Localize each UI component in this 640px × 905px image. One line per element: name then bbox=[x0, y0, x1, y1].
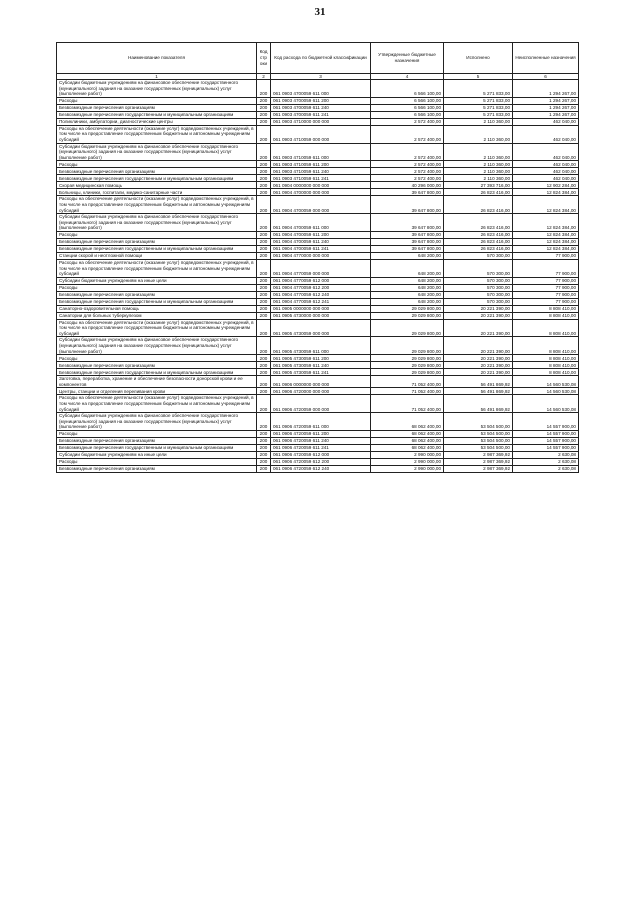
row-budget-code-cell: 061 0904 4770059 612 200 bbox=[271, 284, 371, 291]
row-budget-code-cell: 061 0904 0000000 000 000 bbox=[271, 182, 371, 189]
row-budget-code-cell: 061 0903 4700059 611 200 bbox=[271, 97, 371, 104]
row-name-cell: Безвозмездные перечисления организациям bbox=[57, 466, 257, 473]
table-row bbox=[57, 298, 579, 305]
row-budget-code-cell: 061 0903 4700059 611 241 bbox=[271, 111, 371, 118]
row-name-cell: Безвозмездные перечисления государственным и муниципальным организациям bbox=[57, 445, 257, 452]
row-budget-code-cell: 061 0903 4700059 611 000 bbox=[271, 80, 371, 98]
row-approved-cell: 2 572 400,00 bbox=[371, 118, 444, 125]
row-unexecuted-cell: 8 808 410,00 bbox=[513, 355, 579, 362]
row-unexecuted-cell: 8 808 410,00 bbox=[513, 369, 579, 376]
row-approved-cell: 2 572 400,00 bbox=[371, 143, 444, 161]
row-line-code-cell: 200 bbox=[257, 337, 271, 355]
row-name-cell: Центры, станции и отделения переливания крови bbox=[57, 388, 257, 395]
row-unexecuted-cell: 462 040,00 bbox=[513, 161, 579, 168]
row-approved-cell: 648 200,00 bbox=[371, 277, 444, 284]
row-name-cell: Безвозмездные перечисления организациям bbox=[57, 438, 257, 445]
row-budget-code-cell: 061 0905 4730059 611 241 bbox=[271, 369, 371, 376]
row-approved-cell: 2 572 400,00 bbox=[371, 168, 444, 175]
table-row bbox=[57, 312, 579, 319]
row-approved-cell: 71 052 400,00 bbox=[371, 376, 444, 388]
row-name-cell: Расходы bbox=[57, 161, 257, 168]
row-line-code-cell: 200 bbox=[257, 466, 271, 473]
row-executed-cell: 56 491 869,92 bbox=[444, 388, 513, 395]
table-row bbox=[57, 438, 579, 445]
table-row bbox=[57, 214, 579, 232]
row-line-code-cell: 200 bbox=[257, 445, 271, 452]
row-executed-cell: 570 300,00 bbox=[444, 298, 513, 305]
row-approved-cell: 29 029 800,00 bbox=[371, 337, 444, 355]
row-line-code-cell: 200 bbox=[257, 298, 271, 305]
row-budget-code-cell: 061 0904 4700059 611 241 bbox=[271, 245, 371, 252]
table-row bbox=[57, 245, 579, 252]
row-executed-cell: 26 823 416,00 bbox=[444, 238, 513, 245]
row-unexecuted-cell: 1 294 267,00 bbox=[513, 111, 579, 118]
row-approved-cell: 39 647 800,00 bbox=[371, 245, 444, 252]
row-approved-cell: 6 566 100,00 bbox=[371, 80, 444, 98]
row-unexecuted-cell: 12 824 384,00 bbox=[513, 214, 579, 232]
table-row bbox=[57, 168, 579, 175]
table-row bbox=[57, 413, 579, 431]
row-line-code-cell: 200 bbox=[257, 80, 271, 98]
row-budget-code-cell: 061 0905 4730000 000 000 bbox=[271, 312, 371, 319]
column-number: 2 bbox=[257, 74, 271, 80]
row-executed-cell: 20 221 390,00 bbox=[444, 337, 513, 355]
table-row bbox=[57, 259, 579, 277]
row-approved-cell: 68 062 400,00 bbox=[371, 413, 444, 431]
row-line-code-cell: 200 bbox=[257, 388, 271, 395]
table-row bbox=[57, 189, 579, 196]
row-approved-cell: 71 052 400,00 bbox=[371, 388, 444, 395]
row-unexecuted-cell: 14 560 530,08 bbox=[513, 395, 579, 413]
row-unexecuted-cell: 8 808 410,00 bbox=[513, 337, 579, 355]
row-name-cell: Субсидии бюджетным учреждениям на иные цели bbox=[57, 452, 257, 459]
table-row bbox=[57, 182, 579, 189]
row-budget-code-cell: 061 0903 4710059 000 000 bbox=[271, 125, 371, 143]
row-line-code-cell: 200 bbox=[257, 284, 271, 291]
row-executed-cell: 20 221 390,00 bbox=[444, 362, 513, 369]
row-line-code-cell: 200 bbox=[257, 175, 271, 182]
header-approved: Утвержденные бюджетные назначения bbox=[371, 43, 444, 74]
row-name-cell: Безвозмездные перечисления организациям bbox=[57, 238, 257, 245]
row-budget-code-cell: 061 0904 4770000 000 000 bbox=[271, 252, 371, 259]
row-executed-cell: 2 987 369,92 bbox=[444, 459, 513, 466]
row-unexecuted-cell: 14 560 530,08 bbox=[513, 376, 579, 388]
row-executed-cell: 56 491 869,92 bbox=[444, 376, 513, 388]
row-unexecuted-cell: 12 824 384,00 bbox=[513, 196, 579, 214]
row-executed-cell: 56 491 869,92 bbox=[444, 395, 513, 413]
column-number: 6 bbox=[513, 74, 579, 80]
page-number: 31 bbox=[314, 6, 326, 18]
row-executed-cell: 53 504 500,00 bbox=[444, 445, 513, 452]
table-row bbox=[57, 252, 579, 259]
row-executed-cell: 20 221 390,00 bbox=[444, 319, 513, 337]
row-approved-cell: 2 572 400,00 bbox=[371, 175, 444, 182]
row-unexecuted-cell: 12 824 384,00 bbox=[513, 245, 579, 252]
row-budget-code-cell: 061 0904 4770059 612 240 bbox=[271, 291, 371, 298]
row-approved-cell: 2 990 000,00 bbox=[371, 452, 444, 459]
row-unexecuted-cell: 8 808 410,00 bbox=[513, 312, 579, 319]
row-budget-code-cell: 061 0903 4710000 000 000 bbox=[271, 118, 371, 125]
row-budget-code-cell: 061 0904 4770059 612 000 bbox=[271, 277, 371, 284]
row-unexecuted-cell: 12 824 384,00 bbox=[513, 231, 579, 238]
row-executed-cell: 26 823 416,00 bbox=[444, 189, 513, 196]
row-unexecuted-cell: 2 630,08 bbox=[513, 466, 579, 473]
row-budget-code-cell: 061 0903 4710059 611 200 bbox=[271, 161, 371, 168]
row-executed-cell: 53 504 500,00 bbox=[444, 413, 513, 431]
row-approved-cell: 68 062 400,00 bbox=[371, 431, 444, 438]
row-unexecuted-cell: 462 040,00 bbox=[513, 143, 579, 161]
row-budget-code-cell: 061 0906 4720059 612 240 bbox=[271, 466, 371, 473]
row-name-cell: Расходы bbox=[57, 97, 257, 104]
row-name-cell: Безвозмездные перечисления организациям bbox=[57, 362, 257, 369]
row-executed-cell: 26 823 416,00 bbox=[444, 231, 513, 238]
table-row bbox=[57, 161, 579, 168]
row-name-cell: Субсидии бюджетным учреждениям на финансовое обеспечение государственного (муниципального) задания на оказание государственных (муниципальных) услуг (выполнение работ) bbox=[57, 143, 257, 161]
row-unexecuted-cell: 14 560 530,08 bbox=[513, 388, 579, 395]
row-budget-code-cell: 061 0904 4700059 000 000 bbox=[271, 196, 371, 214]
row-executed-cell: 2 110 360,00 bbox=[444, 175, 513, 182]
table-row bbox=[57, 196, 579, 214]
table-row bbox=[57, 445, 579, 452]
row-approved-cell: 39 647 800,00 bbox=[371, 196, 444, 214]
row-unexecuted-cell: 14 557 900,00 bbox=[513, 438, 579, 445]
row-name-cell: Безвозмездные перечисления государственным и муниципальным организациям bbox=[57, 175, 257, 182]
row-approved-cell: 71 052 400,00 bbox=[371, 395, 444, 413]
row-line-code-cell: 200 bbox=[257, 355, 271, 362]
row-name-cell: Расходы на обеспечение деятельности (оказание услуг) подведомственных учреждений, в том числе на предоставление государственным бюджетным и автономным учреждениям субсидий bbox=[57, 196, 257, 214]
row-budget-code-cell: 061 0906 4720059 611 241 bbox=[271, 445, 371, 452]
row-line-code-cell: 200 bbox=[257, 312, 271, 319]
row-budget-code-cell: 061 0906 4720059 612 000 bbox=[271, 452, 371, 459]
table-row bbox=[57, 80, 579, 98]
row-approved-cell: 2 572 400,00 bbox=[371, 125, 444, 143]
row-name-cell: Расходы на обеспечение деятельности (оказание услуг) подведомственных учреждений, в том числе на предоставление государственным бюджетным и автономным учреждениям субсидий bbox=[57, 395, 257, 413]
row-executed-cell: 2 110 360,00 bbox=[444, 118, 513, 125]
row-line-code-cell: 200 bbox=[257, 182, 271, 189]
row-name-cell: Расходы bbox=[57, 231, 257, 238]
row-executed-cell: 2 987 369,92 bbox=[444, 466, 513, 473]
header-budget-code: Код расхода по бюджетной классификации bbox=[271, 43, 371, 74]
row-name-cell: Безвозмездные перечисления организациям bbox=[57, 168, 257, 175]
row-approved-cell: 648 200,00 bbox=[371, 298, 444, 305]
row-name-cell: Субсидии бюджетным учреждениям на финансовое обеспечение государственного (муниципального) задания на оказание государственных (муниципальных) услуг (выполнение работ) bbox=[57, 413, 257, 431]
row-line-code-cell: 200 bbox=[257, 319, 271, 337]
row-unexecuted-cell: 77 900,00 bbox=[513, 284, 579, 291]
row-budget-code-cell: 061 0905 4730059 611 200 bbox=[271, 355, 371, 362]
row-budget-code-cell: 061 0904 4700059 611 200 bbox=[271, 231, 371, 238]
row-name-cell: Безвозмездные перечисления государственным и муниципальным организациям bbox=[57, 369, 257, 376]
row-budget-code-cell: 061 0903 4710059 611 240 bbox=[271, 168, 371, 175]
table-row bbox=[57, 431, 579, 438]
row-budget-code-cell: 061 0906 4720059 611 240 bbox=[271, 438, 371, 445]
row-executed-cell: 5 271 833,00 bbox=[444, 80, 513, 98]
row-unexecuted-cell: 14 557 900,00 bbox=[513, 445, 579, 452]
row-executed-cell: 570 300,00 bbox=[444, 284, 513, 291]
table-row bbox=[57, 291, 579, 298]
row-name-cell: Субсидии бюджетным учреждениям на иные цели bbox=[57, 277, 257, 284]
row-line-code-cell: 200 bbox=[257, 189, 271, 196]
table-body bbox=[57, 80, 579, 473]
row-unexecuted-cell: 1 294 267,00 bbox=[513, 97, 579, 104]
row-executed-cell: 2 110 360,00 bbox=[444, 125, 513, 143]
row-name-cell: Безвозмездные перечисления государственным и муниципальным организациям bbox=[57, 298, 257, 305]
row-executed-cell: 2 110 360,00 bbox=[444, 168, 513, 175]
row-approved-cell: 29 029 800,00 bbox=[371, 305, 444, 312]
row-executed-cell: 20 221 390,00 bbox=[444, 355, 513, 362]
row-approved-cell: 6 566 100,00 bbox=[371, 97, 444, 104]
table-row bbox=[57, 118, 579, 125]
row-approved-cell: 39 647 800,00 bbox=[371, 189, 444, 196]
row-line-code-cell: 200 bbox=[257, 459, 271, 466]
row-line-code-cell: 200 bbox=[257, 395, 271, 413]
row-executed-cell: 53 504 500,00 bbox=[444, 431, 513, 438]
table-row bbox=[57, 369, 579, 376]
row-line-code-cell: 200 bbox=[257, 168, 271, 175]
row-budget-code-cell: 061 0906 0000000 000 000 bbox=[271, 376, 371, 388]
row-approved-cell: 68 062 400,00 bbox=[371, 445, 444, 452]
row-unexecuted-cell: 14 557 900,00 bbox=[513, 413, 579, 431]
table-header bbox=[57, 43, 579, 80]
row-line-code-cell: 200 bbox=[257, 104, 271, 111]
row-budget-code-cell: 061 0903 4700059 611 240 bbox=[271, 104, 371, 111]
row-approved-cell: 648 200,00 bbox=[371, 291, 444, 298]
row-budget-code-cell: 061 0904 4770059 000 000 bbox=[271, 259, 371, 277]
row-line-code-cell: 200 bbox=[257, 362, 271, 369]
row-executed-cell: 5 271 833,00 bbox=[444, 104, 513, 111]
row-name-cell: Расходы bbox=[57, 431, 257, 438]
row-name-cell: Расходы bbox=[57, 284, 257, 291]
table-row bbox=[57, 362, 579, 369]
row-unexecuted-cell: 8 808 410,00 bbox=[513, 305, 579, 312]
row-approved-cell: 29 029 800,00 bbox=[371, 355, 444, 362]
row-name-cell: Безвозмездные перечисления организациям bbox=[57, 291, 257, 298]
row-line-code-cell: 200 bbox=[257, 238, 271, 245]
row-executed-cell: 2 987 369,92 bbox=[444, 452, 513, 459]
row-approved-cell: 39 647 800,00 bbox=[371, 231, 444, 238]
row-executed-cell: 27 393 716,00 bbox=[444, 182, 513, 189]
row-name-cell: Расходы bbox=[57, 355, 257, 362]
row-name-cell: Субсидии бюджетным учреждениям на финансовое обеспечение государственного (муниципального) задания на оказание государственных (муниципальных) услуг (выполнение работ) bbox=[57, 80, 257, 98]
row-line-code-cell: 200 bbox=[257, 125, 271, 143]
row-unexecuted-cell: 462 040,00 bbox=[513, 168, 579, 175]
row-budget-code-cell: 061 0904 4700000 000 000 bbox=[271, 189, 371, 196]
column-number: 5 bbox=[444, 74, 513, 80]
row-approved-cell: 2 572 400,00 bbox=[371, 161, 444, 168]
row-name-cell: Субсидии бюджетным учреждениям на финансовое обеспечение государственного (муниципального) задания на оказание государственных (муниципальных) услуг (выполнение работ) bbox=[57, 337, 257, 355]
row-budget-code-cell: 061 0905 4730059 611 240 bbox=[271, 362, 371, 369]
row-unexecuted-cell: 8 808 410,00 bbox=[513, 319, 579, 337]
row-executed-cell: 20 221 390,00 bbox=[444, 312, 513, 319]
row-name-cell: Больницы, клиники, госпитали, медико-санитарные части bbox=[57, 189, 257, 196]
row-executed-cell: 53 504 500,00 bbox=[444, 438, 513, 445]
row-unexecuted-cell: 462 040,00 bbox=[513, 125, 579, 143]
row-executed-cell: 570 300,00 bbox=[444, 291, 513, 298]
row-budget-code-cell: 061 0906 4720059 611 000 bbox=[271, 413, 371, 431]
row-name-cell: Расходы bbox=[57, 459, 257, 466]
row-name-cell: Безвозмездные перечисления государственным и муниципальным организациям bbox=[57, 245, 257, 252]
row-executed-cell: 26 823 416,00 bbox=[444, 214, 513, 232]
table-row bbox=[57, 277, 579, 284]
table-row bbox=[57, 238, 579, 245]
row-approved-cell: 40 296 000,00 bbox=[371, 182, 444, 189]
header-executed: Исполнено bbox=[444, 43, 513, 74]
row-budget-code-cell: 061 0905 4730059 611 000 bbox=[271, 337, 371, 355]
row-name-cell: Расходы на обеспечение деятельности (оказание услуг) подведомственных учреждений, в том числе на предоставление государственным бюджетным и автономным учреждениям субсидий bbox=[57, 319, 257, 337]
row-name-cell: Станции скорой и неотложной помощи bbox=[57, 252, 257, 259]
row-name-cell: Безвозмездные перечисления организациям bbox=[57, 104, 257, 111]
row-executed-cell: 570 300,00 bbox=[444, 252, 513, 259]
table-row bbox=[57, 125, 579, 143]
row-line-code-cell: 200 bbox=[257, 259, 271, 277]
table-row bbox=[57, 337, 579, 355]
row-line-code-cell: 200 bbox=[257, 196, 271, 214]
row-approved-cell: 29 029 800,00 bbox=[371, 362, 444, 369]
row-approved-cell: 39 647 800,00 bbox=[371, 214, 444, 232]
row-unexecuted-cell: 77 900,00 bbox=[513, 277, 579, 284]
row-approved-cell: 29 029 800,00 bbox=[371, 369, 444, 376]
row-unexecuted-cell: 1 294 267,00 bbox=[513, 80, 579, 98]
row-unexecuted-cell: 77 900,00 bbox=[513, 291, 579, 298]
row-line-code-cell: 200 bbox=[257, 452, 271, 459]
row-unexecuted-cell: 2 630,08 bbox=[513, 452, 579, 459]
row-line-code-cell: 200 bbox=[257, 413, 271, 431]
row-budget-code-cell: 061 0904 4770059 612 241 bbox=[271, 298, 371, 305]
table-row bbox=[57, 284, 579, 291]
row-approved-cell: 648 200,00 bbox=[371, 252, 444, 259]
row-executed-cell: 20 221 390,00 bbox=[444, 305, 513, 312]
row-unexecuted-cell: 12 824 384,00 bbox=[513, 189, 579, 196]
row-name-cell: Скорая медицинская помощь bbox=[57, 182, 257, 189]
row-budget-code-cell: 061 0904 4700059 611 000 bbox=[271, 214, 371, 232]
row-approved-cell: 29 029 800,00 bbox=[371, 312, 444, 319]
row-unexecuted-cell: 8 808 410,00 bbox=[513, 362, 579, 369]
row-budget-code-cell: 061 0905 4730059 000 000 bbox=[271, 319, 371, 337]
row-unexecuted-cell: 77 900,00 bbox=[513, 252, 579, 259]
row-line-code-cell: 200 bbox=[257, 161, 271, 168]
row-approved-cell: 648 200,00 bbox=[371, 259, 444, 277]
table-row bbox=[57, 452, 579, 459]
row-approved-cell: 68 062 400,00 bbox=[371, 438, 444, 445]
row-unexecuted-cell: 12 902 284,00 bbox=[513, 182, 579, 189]
row-line-code-cell: 200 bbox=[257, 277, 271, 284]
row-unexecuted-cell: 77 900,00 bbox=[513, 259, 579, 277]
row-unexecuted-cell: 14 557 900,00 bbox=[513, 431, 579, 438]
expenditure-table bbox=[56, 42, 579, 473]
row-unexecuted-cell: 462 040,00 bbox=[513, 175, 579, 182]
row-line-code-cell: 200 bbox=[257, 305, 271, 312]
row-budget-code-cell: 061 0903 4710059 611 000 bbox=[271, 143, 371, 161]
row-executed-cell: 570 300,00 bbox=[444, 277, 513, 284]
row-budget-code-cell: 061 0906 4720059 611 200 bbox=[271, 431, 371, 438]
row-executed-cell: 570 300,00 bbox=[444, 259, 513, 277]
row-line-code-cell: 200 bbox=[257, 118, 271, 125]
row-budget-code-cell: 061 0906 4720059 612 200 bbox=[271, 459, 371, 466]
row-executed-cell: 2 110 360,00 bbox=[444, 143, 513, 161]
row-name-cell: Субсидии бюджетным учреждениям на финансовое обеспечение государственного (муниципального) задания на оказание государственных (муниципальных) услуг (выполнение работ) bbox=[57, 214, 257, 232]
table-row bbox=[57, 305, 579, 312]
row-approved-cell: 6 566 100,00 bbox=[371, 104, 444, 111]
column-number: 1 bbox=[57, 74, 257, 80]
row-approved-cell: 29 029 800,00 bbox=[371, 319, 444, 337]
table-row bbox=[57, 319, 579, 337]
row-budget-code-cell: 061 0903 4710059 611 241 bbox=[271, 175, 371, 182]
table-row bbox=[57, 175, 579, 182]
row-budget-code-cell: 061 0906 4720059 000 000 bbox=[271, 395, 371, 413]
row-line-code-cell: 200 bbox=[257, 252, 271, 259]
row-budget-code-cell: 061 0905 0000000 000 000 bbox=[271, 305, 371, 312]
header-name: Наименование показателя bbox=[57, 43, 257, 74]
row-line-code-cell: 200 bbox=[257, 376, 271, 388]
table-row bbox=[57, 104, 579, 111]
column-number: 4 bbox=[371, 74, 444, 80]
row-line-code-cell: 200 bbox=[257, 369, 271, 376]
table-row bbox=[57, 355, 579, 362]
table-row bbox=[57, 111, 579, 118]
row-approved-cell: 6 566 100,00 bbox=[371, 111, 444, 118]
row-line-code-cell: 200 bbox=[257, 111, 271, 118]
row-executed-cell: 2 110 360,00 bbox=[444, 161, 513, 168]
table-row bbox=[57, 388, 579, 395]
column-number: 3 bbox=[271, 74, 371, 80]
table-row bbox=[57, 376, 579, 388]
row-line-code-cell: 200 bbox=[257, 97, 271, 104]
row-line-code-cell: 200 bbox=[257, 291, 271, 298]
row-unexecuted-cell: 77 900,00 bbox=[513, 298, 579, 305]
header-line-code: Код строки bbox=[257, 43, 271, 74]
row-line-code-cell: 200 bbox=[257, 214, 271, 232]
row-executed-cell: 26 823 416,00 bbox=[444, 196, 513, 214]
row-approved-cell: 648 200,00 bbox=[371, 284, 444, 291]
row-budget-code-cell: 061 0904 4700059 611 240 bbox=[271, 238, 371, 245]
row-line-code-cell: 200 bbox=[257, 245, 271, 252]
row-approved-cell: 39 647 800,00 bbox=[371, 238, 444, 245]
row-line-code-cell: 200 bbox=[257, 143, 271, 161]
row-approved-cell: 2 990 000,00 bbox=[371, 459, 444, 466]
row-name-cell: Поликлиники, амбулатории, диагностические центры bbox=[57, 118, 257, 125]
row-name-cell: Расходы на обеспечение деятельности (оказание услуг) подведомственных учреждений, в том числе на предоставление государственным бюджетным и автономным учреждениям субсидий bbox=[57, 125, 257, 143]
row-executed-cell: 5 271 833,00 bbox=[444, 111, 513, 118]
table-row bbox=[57, 459, 579, 466]
row-line-code-cell: 200 bbox=[257, 431, 271, 438]
row-name-cell: Заготовка, переработка, хранение и обеспечение безопасности донорской крови и ее компонентов bbox=[57, 376, 257, 388]
row-line-code-cell: 200 bbox=[257, 231, 271, 238]
row-executed-cell: 5 271 833,00 bbox=[444, 97, 513, 104]
row-budget-code-cell: 061 0906 4720000 000 000 bbox=[271, 388, 371, 395]
table-row bbox=[57, 466, 579, 473]
table-row bbox=[57, 395, 579, 413]
row-executed-cell: 20 221 390,00 bbox=[444, 369, 513, 376]
row-name-cell: Санаторно-оздоровительная помощь bbox=[57, 305, 257, 312]
header-unexecuted: Неисполненные назначения bbox=[513, 43, 579, 74]
row-unexecuted-cell: 462 040,00 bbox=[513, 118, 579, 125]
row-approved-cell: 2 990 000,00 bbox=[371, 466, 444, 473]
table-row bbox=[57, 97, 579, 104]
row-unexecuted-cell: 12 824 384,00 bbox=[513, 238, 579, 245]
row-name-cell: Расходы на обеспечение деятельности (оказание услуг) подведомственных учреждений, в том числе на предоставление государственным бюджетным и автономным учреждениям субсидий bbox=[57, 259, 257, 277]
table-row bbox=[57, 231, 579, 238]
row-name-cell: Санатории для больных туберкулезом bbox=[57, 312, 257, 319]
row-name-cell: Безвозмездные перечисления государственным и муниципальным организациям bbox=[57, 111, 257, 118]
row-unexecuted-cell: 1 294 267,00 bbox=[513, 104, 579, 111]
row-executed-cell: 26 823 416,00 bbox=[444, 245, 513, 252]
table-row bbox=[57, 143, 579, 161]
row-unexecuted-cell: 2 630,08 bbox=[513, 459, 579, 466]
row-line-code-cell: 200 bbox=[257, 438, 271, 445]
